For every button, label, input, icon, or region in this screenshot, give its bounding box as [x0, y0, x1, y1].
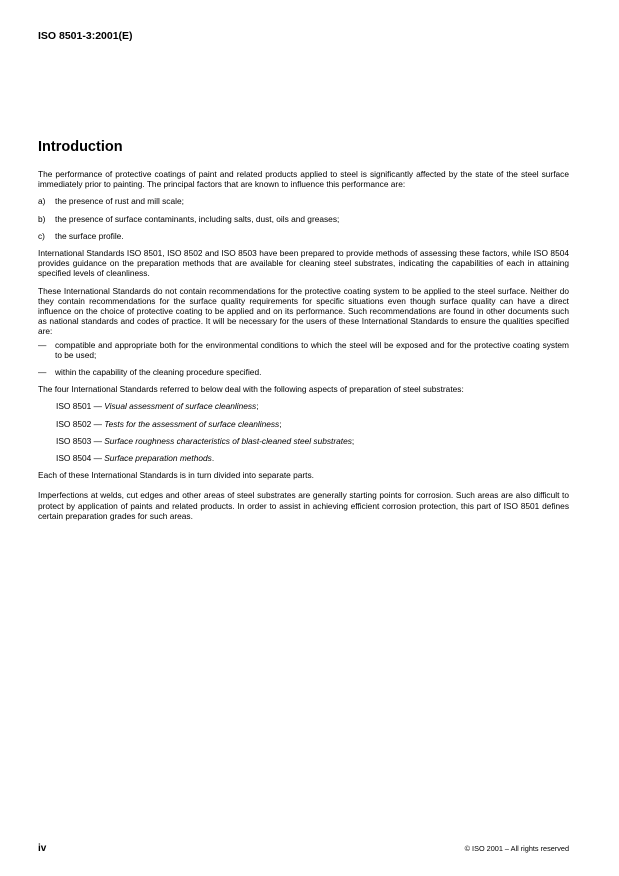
standard-code: ISO 8502 —	[56, 418, 105, 429]
list-item-text: the presence of rust and mill scale;	[55, 196, 184, 207]
paragraph-recommendations: These International Standards do not contain recommendations for the protective coating system to be applied to the steel surface. Neither do they contain recommendations for the surface quality requirements for specific situations even though surface quality can have a direct influence on the choice of protective coating to be applied and on its performance. Such recommendations are found in other documents such as national standards and codes of practice. It will be necessary for the users of these International Standards to ensure the qualities specified are:	[38, 285, 569, 337]
standard-code: ISO 8504 —	[56, 453, 105, 464]
quality-item-1	[38, 340, 569, 360]
standard-end: ;	[256, 401, 259, 412]
paragraph-four-standards: The four International Standards referred to below deal with the following aspects of preparation of steel substrates:	[38, 384, 464, 395]
quality-item-2	[38, 367, 569, 377]
standard-title: Surface preparation methods	[104, 453, 212, 464]
standard-item-8502	[56, 419, 569, 429]
factor-item-c	[38, 231, 569, 241]
standard-title: Tests for the assessment of surface cleanliness	[104, 418, 280, 429]
dash-item-text: within the capability of the cleaning procedure specified.	[55, 367, 262, 378]
dash-marker: —	[38, 367, 47, 378]
standard-code: ISO 8501 —	[56, 401, 105, 412]
standard-title: Visual assessment of surface cleanliness	[104, 401, 257, 412]
standard-title: Surface roughness characteristics of blast-cleaned steel substrates	[104, 435, 352, 446]
section-title: Introduction	[38, 139, 123, 155]
list-item-text: the surface profile.	[55, 230, 124, 241]
standard-end: ;	[279, 418, 282, 429]
paragraph-imperfections: Imperfections at welds, cut edges and other areas of steel substrates are generally starting points for corrosion. Such areas are also difficult to protect by application of paints and related products. In order to assist in achieving efficient corrosion protection, this part of ISO 8501 defines certain preparation grades for such areas.	[38, 490, 569, 521]
factor-item-a	[38, 196, 569, 206]
list-item-text: the presence of surface contaminants, including salts, dust, oils and greases;	[55, 213, 340, 224]
factor-item-b	[38, 214, 569, 224]
copyright-notice: © ISO 2001 – All rights reserved	[464, 844, 569, 853]
dash-item-text: compatible and appropriate both for the environmental conditions to which the steel will be exposed and for the protective coating system to be used;	[55, 339, 569, 360]
introduction-section	[38, 139, 569, 528]
standard-end: ;	[351, 435, 355, 446]
list-marker: b)	[38, 213, 46, 224]
standard-item-8501	[56, 401, 569, 411]
list-marker: c)	[38, 230, 45, 241]
standard-end: .	[211, 453, 215, 464]
paragraph-standards-overview: International Standards ISO 8501, ISO 8502 and ISO 8503 have been prepared to provide methods of assessing these factors, while ISO 8504 provides guidance on the preparation methods that are available for cleaning steel substrates, indicating the capabilities of each in attaining specified levels of cleanliness.	[38, 248, 569, 279]
standard-code: ISO 8503 —	[56, 435, 105, 446]
standard-item-8503	[56, 436, 569, 446]
paragraph-separate-parts: Each of these International Standards is in turn divided into separate parts.	[38, 470, 314, 481]
standard-item-8504	[56, 453, 569, 463]
dash-marker: —	[38, 339, 47, 350]
page-number: iv	[38, 843, 47, 854]
paragraph-intro: The performance of protective coatings of paint and related products applied to steel is significantly affected by the state of the steel surface immediately prior to painting. The principal factors that are known to influence this performance are:	[38, 169, 569, 190]
document-id-header: ISO 8501-3:2001(E)	[38, 30, 133, 42]
list-marker: a)	[38, 196, 46, 207]
